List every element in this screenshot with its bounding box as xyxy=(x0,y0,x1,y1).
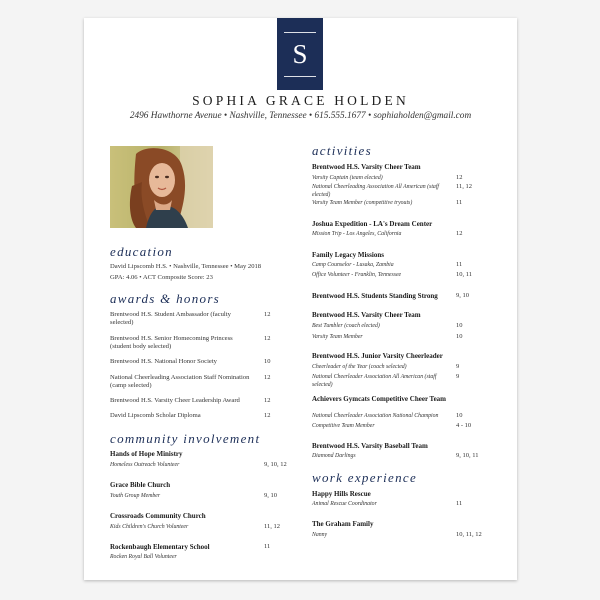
work-years: 11 xyxy=(456,500,463,507)
community-org: Crossroads Community Church xyxy=(110,512,206,520)
community-role: Kids Children's Church Volunteer xyxy=(110,524,189,530)
award-item: Brentwood H.S. Senior Homecoming Princess (student body selected) xyxy=(110,335,233,350)
community-org: Grace Bible Church xyxy=(110,481,171,489)
activity-years: 9, 10, 11 xyxy=(456,452,479,459)
work-heading: work experience xyxy=(312,470,418,485)
activity-years: 9 xyxy=(456,363,460,370)
monogram-letter: S xyxy=(292,39,308,69)
activities-heading: activities xyxy=(312,143,372,158)
activity-years: 10 xyxy=(456,412,463,419)
award-years: 12 xyxy=(264,374,271,381)
activity-item: Camp Counselor - Lusaka, Zambia xyxy=(312,262,394,268)
award-item: Brentwood H.S. Student Ambassador (faculty selected) xyxy=(110,311,231,326)
activity-years: 11, 12 xyxy=(456,183,473,190)
activity-years: 12 xyxy=(456,174,463,181)
activity-title: Brentwood H.S. Varsity Cheer Team xyxy=(312,163,421,171)
education-school: David Lipscomb H.S. • Nashville, Tennessee • May 2018 xyxy=(110,263,262,270)
activity-item: Best Tumbler (coach elected) xyxy=(312,323,380,329)
community-years: 9, 10, 12 xyxy=(264,461,287,468)
activity-years: 11 xyxy=(456,261,463,268)
community-role: Rocken Royal Ball Volunteer xyxy=(110,554,177,560)
activity-item: Varsity Captain (team elected) xyxy=(312,175,383,181)
work-role: Animal Rescue Coordinator xyxy=(312,501,377,507)
activity-item: Office Volunteer - Franklin, Tennessee xyxy=(312,272,402,278)
full-name: SOPHIA GRACE HOLDEN xyxy=(192,93,409,108)
activity-title: Brentwood H.S. Students Standing Strong xyxy=(312,292,438,300)
activity-title: Brentwood H.S. Varsity Baseball Team xyxy=(312,442,428,450)
activity-years: 10, 11 xyxy=(456,271,473,278)
monogram-rule-top xyxy=(284,32,316,33)
award-item: Brentwood H.S. National Honor Society xyxy=(110,358,217,365)
community-role: Homeless Outreach Volunteer xyxy=(110,462,180,468)
award-item: David Lipscomb Scholar Diploma xyxy=(110,412,201,419)
activity-item: Mission Trip - Los Angeles, California xyxy=(312,231,402,237)
activity-item: Varsity Team Member xyxy=(312,334,363,340)
activity-item: Competitive Team Member xyxy=(312,423,375,429)
activity-title: Family Legacy Missions xyxy=(312,251,384,259)
monogram-badge xyxy=(277,18,323,90)
activity-title: Achievers Gymcats Competitive Cheer Team xyxy=(312,395,447,403)
activity-item: Varsity Team Member (competitive tryouts) xyxy=(312,200,413,206)
education-scores: GPA: 4.06 • ACT Composite Score: 23 xyxy=(110,274,213,281)
work-years: 10, 11, 12 xyxy=(456,531,482,538)
community-role: Youth Group Member xyxy=(110,493,161,499)
work-org: Happy Hills Rescue xyxy=(312,490,371,498)
activity-item: National Cheerleader Association All American (staff selected) xyxy=(312,374,437,388)
activity-years: 11 xyxy=(456,199,463,206)
award-years: 12 xyxy=(264,397,271,404)
community-years: 11, 12 xyxy=(264,523,281,530)
community-org: Rockenbaugh Elementary School xyxy=(110,543,210,551)
award-item: National Cheerleading Association Staff Nomination (camp selected) xyxy=(110,374,250,389)
community-years: 9, 10 xyxy=(264,492,277,499)
award-years: 12 xyxy=(264,412,271,419)
activity-years: 4 - 10 xyxy=(456,422,472,429)
profile-photo xyxy=(110,146,213,228)
work-role: Nanny xyxy=(312,532,328,538)
community-heading: community involvement xyxy=(110,431,261,446)
award-years: 10 xyxy=(264,358,271,365)
award-years: 12 xyxy=(264,311,271,318)
activity-years: 9, 10 xyxy=(456,292,469,299)
activity-item: National Cheerleader Association National Champion xyxy=(312,413,439,419)
activity-item: National Cheerleading Association All American (staff elected) xyxy=(312,184,440,198)
activity-years: 10 xyxy=(456,333,463,340)
activity-title: Joshua Expedition - LA's Dream Center xyxy=(312,220,433,228)
education-heading: education xyxy=(110,244,173,259)
activity-item: Diamond Darlings xyxy=(312,453,356,459)
award-years: 12 xyxy=(264,335,271,342)
awards-heading: awards & honors xyxy=(110,291,221,306)
work-org: The Graham Family xyxy=(312,520,374,528)
activity-item: Cheerleader of the Year (coach selected) xyxy=(312,364,407,370)
activity-years: 9 xyxy=(456,373,460,380)
award-item: Brentwood H.S. Varsity Cheer Leadership Award xyxy=(110,397,240,404)
activity-title: Brentwood H.S. Junior Varsity Cheerleader xyxy=(312,352,443,360)
contact-line: 2496 Hawthorne Avenue • Nashville, Tennessee • 615.555.1677 • sophiaholden@gmail.com xyxy=(129,111,472,121)
activity-years: 12 xyxy=(456,230,463,237)
activity-title: Brentwood H.S. Varsity Cheer Team xyxy=(312,311,421,319)
activity-years: 10 xyxy=(456,322,463,329)
community-years: 11 xyxy=(264,543,271,550)
monogram-rule-bottom xyxy=(284,76,316,77)
community-org: Hands of Hope Ministry xyxy=(110,450,183,458)
